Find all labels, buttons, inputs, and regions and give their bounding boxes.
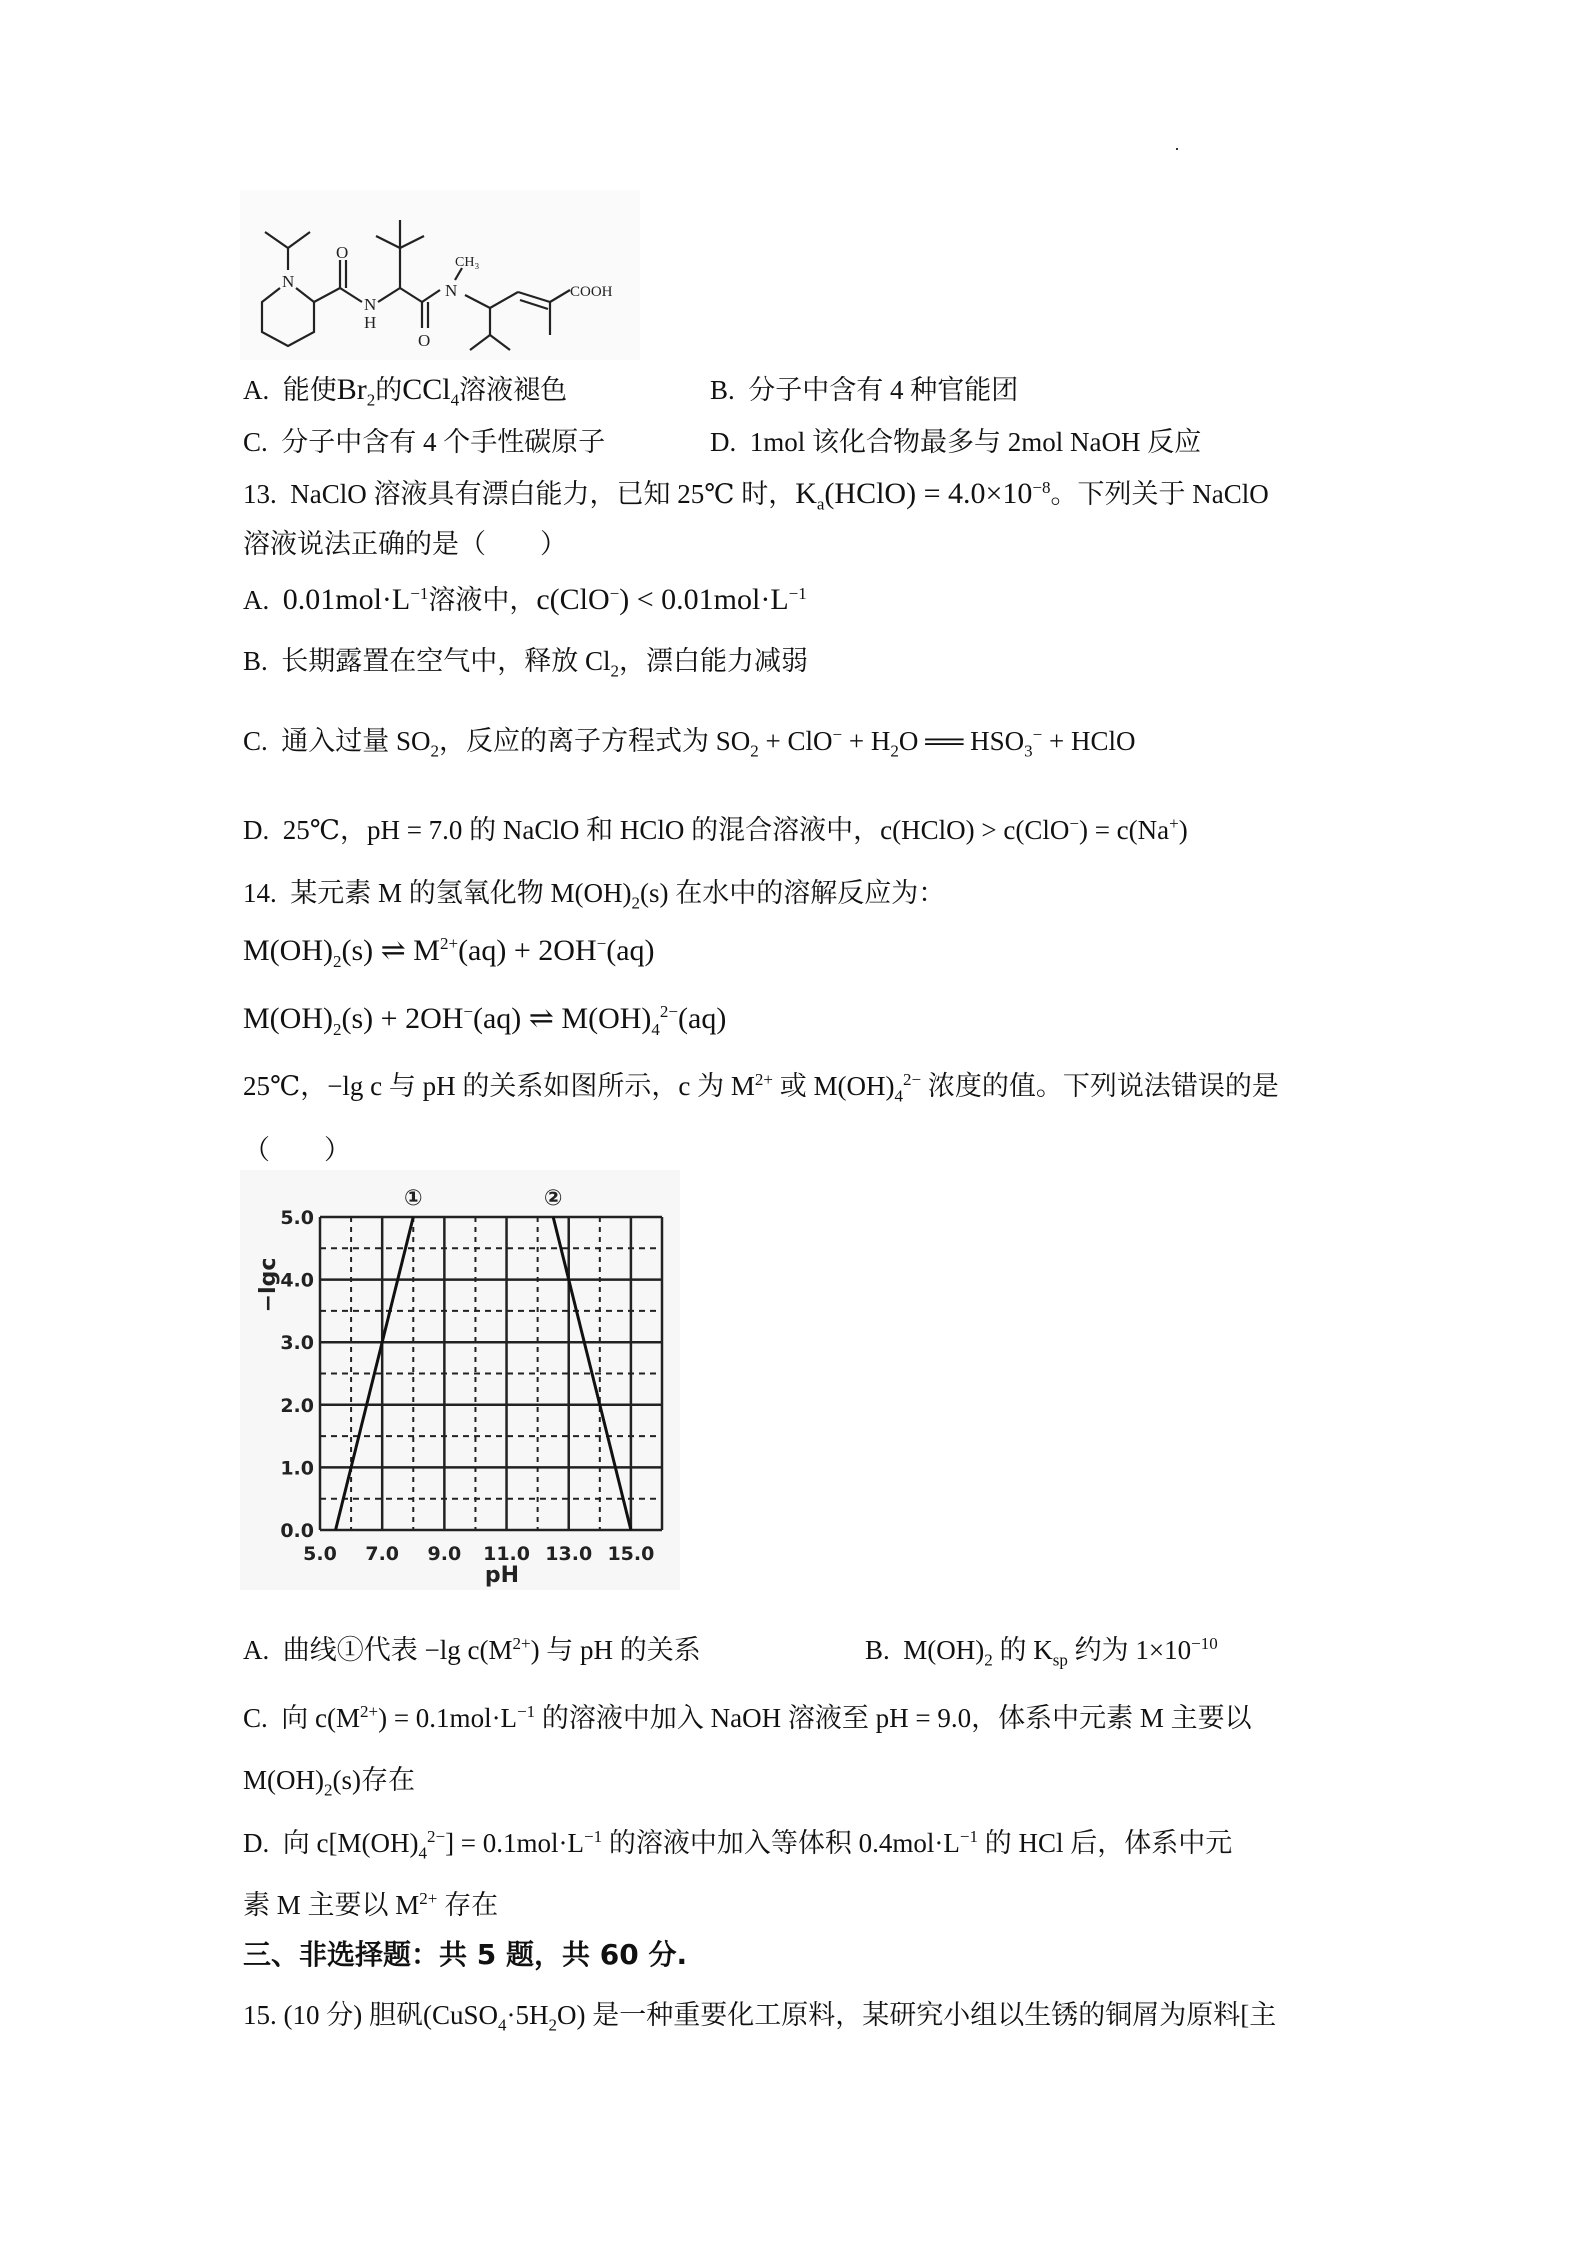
text: 15. (10 分) 胆矾(CuSO (243, 2000, 498, 2030)
x-tick-label: 5.0 (303, 1543, 337, 1565)
superscript: 2− (426, 1827, 446, 1846)
formula: (aq) (606, 934, 655, 967)
subscript: 2 (750, 741, 759, 761)
subscript: 4 (894, 1086, 903, 1106)
q13-option-a (243, 582, 807, 618)
option-prefix: D. (710, 427, 737, 457)
formula: ) < 0.01mol·L (619, 583, 789, 616)
superscript: −1 (517, 1702, 536, 1721)
text: ·5H (506, 2000, 549, 2030)
mol-nh-n: N (364, 295, 377, 314)
text: (s)存在 (332, 1765, 415, 1795)
text: M(OH) (903, 1635, 985, 1665)
y-tick-label: 4.0 (280, 1269, 314, 1292)
subscript: sp (1052, 1650, 1068, 1670)
text: 1mol 该化合物最多与 2mol NaOH 反应 (749, 427, 1202, 457)
question-number: 13. (243, 479, 277, 509)
formula: Br (336, 373, 367, 406)
superscript: −10 (1191, 1634, 1218, 1653)
x-axis-label: pH (484, 1563, 520, 1588)
option-prefix: B. (243, 646, 268, 676)
text: ，漂白能力减弱 (619, 646, 809, 676)
x-tick-label: 13.0 (545, 1543, 593, 1565)
text: ) = c(Na (1078, 815, 1170, 845)
mol-nh-h: H (364, 313, 377, 332)
section-heading: 三、非选择题：共 5 题，共 60 分. (243, 1938, 688, 1971)
formula: (aq) + 2OH (458, 934, 597, 967)
option-prefix: B. (710, 375, 735, 405)
text: ) 与 pH 的关系 (530, 1635, 701, 1665)
text: M(OH) (243, 1765, 324, 1795)
superscript: − (1032, 725, 1043, 744)
superscript: 2+ (360, 1702, 379, 1721)
text: 的 HCl 后，体系中元 (977, 1828, 1233, 1858)
text: 分子中含有 4 种官能团 (748, 375, 1019, 405)
subscript: 2 (548, 2015, 557, 2035)
option-prefix: C. (243, 427, 268, 457)
q15-stem (243, 1997, 1276, 2033)
chart-svg (240, 1170, 680, 1590)
option-prefix: A. (243, 1635, 270, 1665)
subscript: 3 (1024, 741, 1033, 761)
q14-option-d (243, 1825, 1232, 1861)
subscript: 2 (610, 661, 620, 681)
option-prefix: A. (243, 585, 270, 615)
text: 浓度的值。下列说法错误的是 (921, 1071, 1279, 1101)
q14-option-c-cont (243, 1762, 415, 1798)
y-tick-label: 3.0 (280, 1332, 314, 1355)
q12-option-c (243, 424, 605, 460)
text: 溶液中， (428, 585, 537, 615)
q14-option-c (243, 1700, 1252, 1736)
text: O ══ HSO (898, 726, 1025, 756)
q14-equation-1 (243, 933, 655, 969)
text: 。下列关于 NaClO (1050, 479, 1269, 509)
mol-n2: N (445, 281, 458, 300)
text: 的溶液中加入等体积 0.4mol·L (602, 1828, 960, 1858)
superscript: 2− (903, 1070, 922, 1089)
superscript: 2+ (512, 1634, 531, 1653)
scan-speck (1176, 148, 1178, 150)
subscript: 2 (890, 741, 899, 761)
q14-equation-2 (243, 1001, 726, 1037)
option-prefix: C. (243, 1703, 268, 1733)
text: 长期露置在空气中，释放 Cl (281, 646, 611, 676)
text: ) = 0.1mol·L (378, 1703, 518, 1733)
formula: c(ClO (536, 583, 610, 616)
text: 分子中含有 4 个手性碳原子 (281, 427, 606, 457)
q14-option-b (865, 1632, 1218, 1668)
subscript: 2 (333, 952, 342, 971)
text: 25℃，pH = 7.0 的 NaClO 和 HClO 的混合溶液中，c(HClO) > c(ClO (282, 815, 1070, 845)
q14-option-a (243, 1632, 701, 1668)
superscript: − (1069, 814, 1079, 833)
formula: (aq) ⇌ M(OH) (473, 1002, 652, 1035)
text: ) (1178, 815, 1188, 845)
subscript: 2 (366, 390, 376, 410)
text: 25℃，−lg c 与 pH 的关系如图所示，c 为 M (243, 1071, 755, 1101)
formula: K (795, 477, 817, 510)
superscript: −8 (1032, 478, 1051, 497)
formula: (s) ⇌ M (341, 934, 440, 967)
formula: (s) + 2OH (341, 1002, 464, 1035)
superscript: − (596, 934, 607, 953)
option-prefix: A. (243, 375, 270, 405)
q12-option-a (243, 372, 567, 408)
subscript: 2 (430, 741, 440, 761)
mol-ch3: CH₃ (455, 255, 480, 270)
formula: CCl (402, 373, 451, 406)
text: 溶液褪色 (459, 375, 568, 405)
option-prefix: D. (243, 1828, 270, 1858)
y-tick-label: 2.0 (280, 1394, 314, 1417)
text: 存在 (437, 1890, 499, 1920)
q13-stem-line2: 溶液说法正确的是（ ） (243, 529, 567, 559)
text: 某元素 M 的氢氧化物 M(OH) (290, 878, 632, 908)
x-tick-label: 7.0 (365, 1543, 400, 1565)
text: NaClO 溶液具有漂白能力，已知 25℃ 时， (290, 479, 796, 509)
text: 或 M(OH) (773, 1071, 895, 1101)
series-label-2: ② (543, 1186, 563, 1211)
y-tick-label: 5.0 (280, 1207, 314, 1229)
series-label-1: ① (403, 1186, 423, 1211)
q14-stem-line1 (243, 875, 945, 911)
superscript: − (609, 584, 620, 603)
superscript: 2+ (419, 1889, 438, 1908)
text: 能使 (282, 375, 337, 405)
q12-option-b (710, 372, 1018, 408)
text: O) 是一种重要化工原料，某研究小组以生锈的铜屑为原料[主 (557, 2000, 1277, 2030)
q14-stem-line4 (243, 1068, 1279, 1104)
superscript: −1 (959, 1827, 978, 1846)
y-tick-label: 1.0 (280, 1457, 314, 1480)
text: 曲线①代表 −lg c(M (282, 1635, 513, 1665)
ph-lgc-chart (240, 1170, 680, 1590)
q13-option-c (243, 723, 1135, 759)
molecule-svg (240, 190, 640, 360)
subscript: 2 (984, 1650, 993, 1670)
subscript: 2 (333, 1020, 342, 1039)
text: 的溶液中加入 NaOH 溶液至 pH = 9.0，体系中元素 M 主要以 (535, 1703, 1252, 1733)
x-tick-label: 15.0 (607, 1543, 655, 1565)
text: 向 c[M(OH) (282, 1828, 419, 1858)
superscript: 2+ (439, 934, 459, 953)
q12-option-d (710, 424, 1201, 460)
molecule-structure (240, 190, 640, 360)
subscript: 4 (651, 1020, 660, 1039)
text: 的 K (992, 1635, 1053, 1665)
superscript: − (463, 1002, 473, 1021)
text: + HClO (1042, 726, 1136, 756)
text: + H (842, 726, 891, 756)
superscript: 2+ (754, 1070, 773, 1089)
question-number: 14. (243, 878, 277, 908)
y-axis-label: −lgc (256, 1257, 281, 1313)
q13-option-d (243, 812, 1188, 848)
superscript: −1 (788, 584, 807, 603)
subscript: 2 (631, 893, 640, 913)
superscript: −1 (584, 1827, 603, 1846)
superscript: + (1169, 814, 1179, 833)
superscript: −1 (410, 584, 429, 603)
text: 素 M 主要以 M (243, 1890, 420, 1920)
formula: 0.01mol·L (282, 583, 411, 616)
x-tick-label: 11.0 (483, 1543, 530, 1565)
text: ] = 0.1mol·L (445, 1828, 585, 1858)
text: 向 c(M (281, 1703, 360, 1733)
mol-o1: O (336, 243, 349, 262)
q14-stem-line5: （ ） (243, 1135, 351, 1165)
mol-n1: N (282, 272, 295, 291)
y-tick-label: 0.0 (280, 1520, 314, 1542)
mol-o2: O (418, 331, 431, 350)
q14-option-d-cont (243, 1887, 498, 1923)
subscript: a (816, 494, 825, 514)
mol-cooh: COOH (570, 284, 613, 300)
x-tick-label: 9.0 (427, 1543, 462, 1565)
text: (s) 在水中的溶解反应为： (640, 878, 946, 908)
formula: M(OH) (243, 934, 333, 967)
subscript: 4 (498, 2015, 507, 2035)
q13-stem-line1 (243, 476, 1269, 512)
subscript: 2 (324, 1780, 333, 1800)
formula: M(OH) (243, 1002, 333, 1035)
option-prefix: D. (243, 815, 270, 845)
text: + ClO (758, 726, 833, 756)
superscript: 2− (659, 1002, 679, 1021)
subscript: 4 (418, 1843, 427, 1863)
text: ，反应的离子方程式为 SO (439, 726, 751, 756)
subscript: 4 (450, 390, 460, 410)
grid (320, 1217, 662, 1530)
text: 通入过量 SO (281, 726, 431, 756)
formula: (aq) (678, 1002, 727, 1035)
option-prefix: C. (243, 726, 268, 756)
option-prefix: B. (865, 1635, 890, 1665)
formula: (HClO) = 4.0×10 (824, 477, 1033, 510)
q13-option-b (243, 643, 808, 679)
text: 的 (375, 375, 403, 405)
superscript: − (832, 725, 843, 744)
text: 约为 1×10 (1067, 1635, 1192, 1665)
